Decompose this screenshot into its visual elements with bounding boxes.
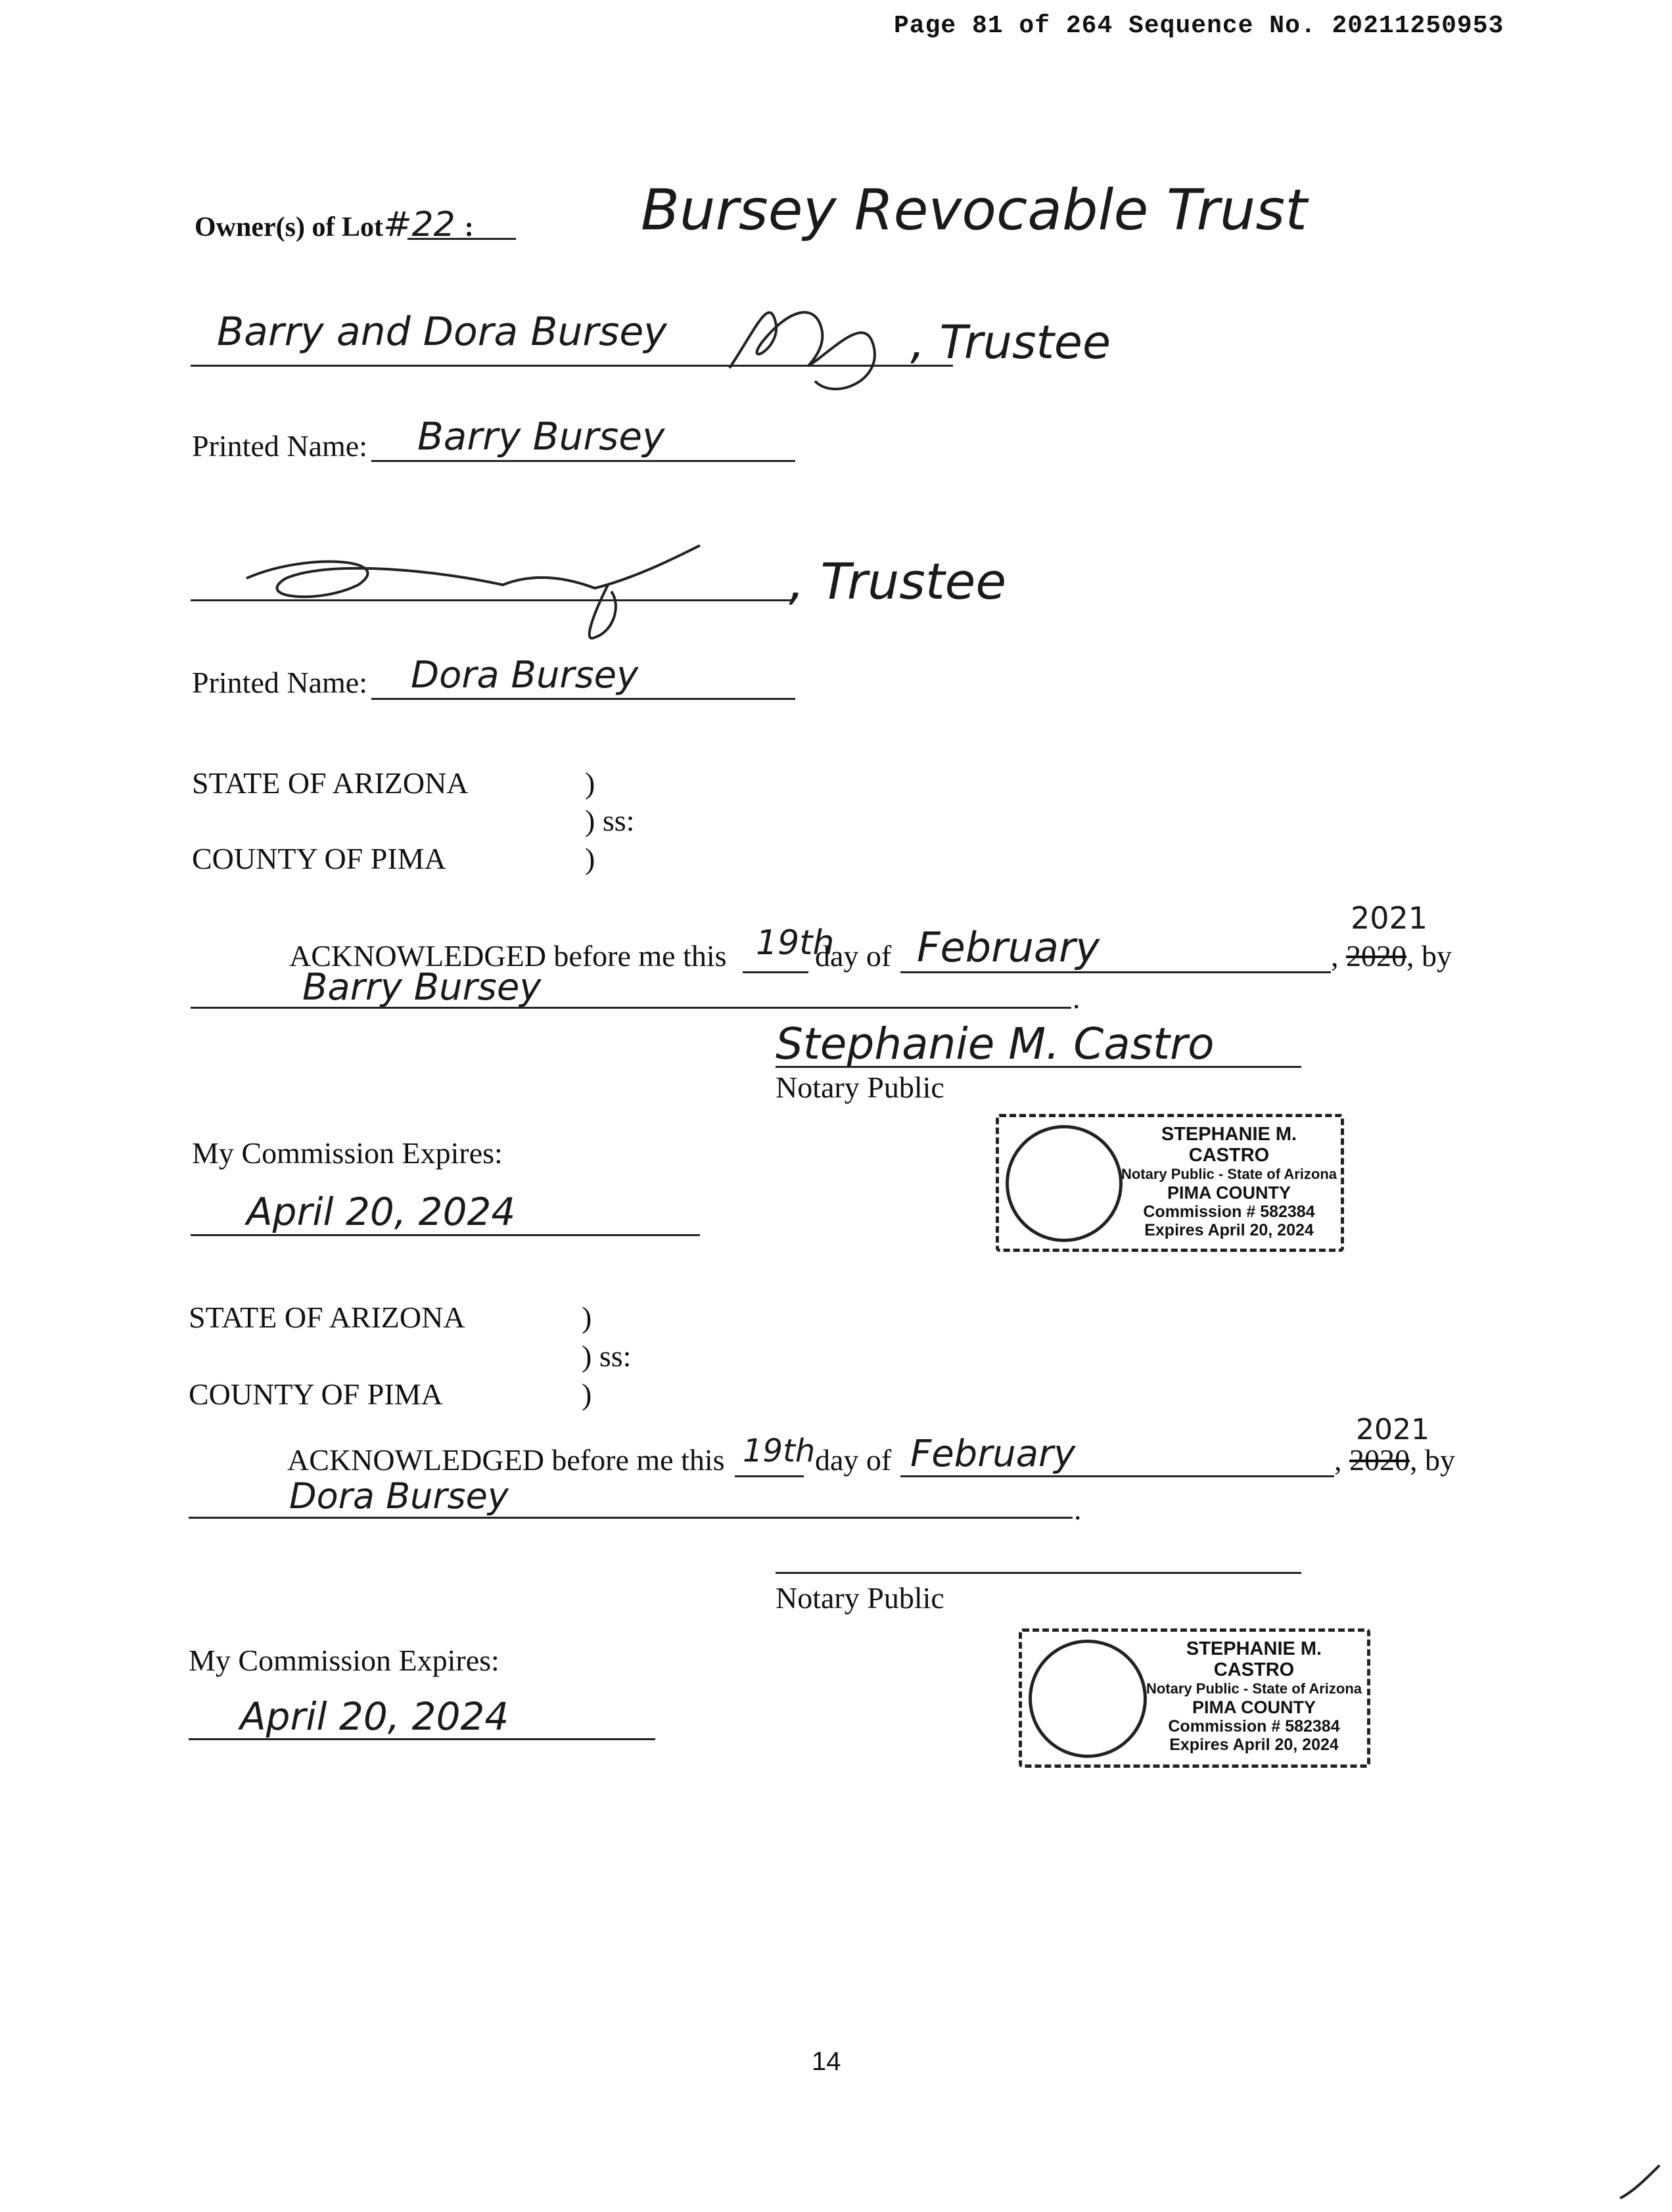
ack2-state: STATE OF ARIZONA	[189, 1301, 465, 1334]
ack1-notary-signature: Stephanie M. Castro	[776, 1019, 1215, 1069]
ack2-name: Dora Bursey	[289, 1475, 509, 1517]
ack1-name: Barry Bursey	[302, 966, 542, 1009]
lot-number-underline	[407, 238, 516, 240]
ack2-commission-label: My Commission Expires:	[189, 1644, 499, 1677]
ack2-notary-line	[776, 1572, 1301, 1574]
ack2-period: .	[1074, 1492, 1082, 1526]
ack1-ss: ) ss:	[585, 804, 635, 837]
barry-signature	[716, 289, 914, 401]
ack2-month: February	[910, 1433, 1076, 1475]
printed-name-label-1: Printed Name:	[192, 429, 367, 463]
ack1-name-line	[191, 1007, 1071, 1009]
ack1-paren-3: )	[585, 842, 595, 875]
ack2-day: 19th	[743, 1433, 816, 1469]
stamp1-name: STEPHANIE M. CASTRO	[1161, 1124, 1297, 1166]
ack1-notary-line	[776, 1066, 1301, 1068]
page-number: 14	[812, 2047, 841, 2076]
stamp1-line3: PIMA COUNTY	[1167, 1182, 1291, 1203]
ack2-commission-date: April 20, 2024	[240, 1694, 509, 1739]
ack1-by: , by	[1406, 939, 1452, 973]
ack2-day-of: day of	[815, 1443, 892, 1477]
ack1-paren-1: )	[585, 766, 595, 800]
signature-line-2	[191, 599, 792, 601]
ack2-name-line	[189, 1517, 1073, 1519]
printed-name-line-1	[371, 460, 795, 462]
ack1-year-new: 2021	[1351, 900, 1428, 936]
ack1-month: February	[917, 923, 1100, 971]
printed-name-2: Dora Bursey	[411, 654, 639, 697]
ack1-day: 19th	[756, 923, 835, 963]
stamp1-line2: Notary Public - State of Arizona	[1121, 1165, 1337, 1182]
ack2-day-line	[735, 1475, 804, 1477]
ack2-paren-3: )	[582, 1377, 592, 1411]
ack2-by: , by	[1410, 1443, 1455, 1477]
stamp1-line4: Commission # 582384	[1143, 1202, 1315, 1221]
notary-stamp-1	[996, 1114, 1344, 1252]
ack2-month-line	[900, 1475, 1334, 1477]
printed-name-label-2: Printed Name:	[192, 666, 367, 699]
ack1-day-of: day of	[815, 939, 892, 973]
ack1-county: COUNTY OF PIMA	[192, 842, 446, 875]
ack2-ss: ) ss:	[582, 1339, 632, 1373]
ack2-year-line: , 2020, by	[1334, 1443, 1455, 1477]
ack1-before: ACKNOWLEDGED before me this	[289, 939, 727, 973]
ack2-commission-line	[189, 1738, 655, 1740]
ack1-year-old: 2020	[1346, 939, 1406, 973]
trustee-role-1: , Trustee	[910, 315, 1111, 369]
ack2-year-new: 2021	[1356, 1413, 1429, 1446]
owner-colon: :	[464, 212, 474, 242]
page-header: Page 81 of 264 Sequence No. 20211250953	[894, 12, 1504, 40]
signatory-line-text: Barry and Dora Bursey	[217, 309, 667, 355]
stamp2-line4: Commission # 582384	[1168, 1717, 1340, 1736]
trust-name: Bursey Revocable Trust	[641, 177, 1307, 243]
state-seal-icon-2	[1029, 1640, 1147, 1758]
ack1-day-line	[743, 971, 808, 973]
printed-name-1: Barry Bursey	[417, 414, 665, 459]
trustee-role-2: , Trustee	[789, 552, 1007, 611]
ack1-commission-line	[191, 1234, 700, 1236]
ack1-period: .	[1073, 981, 1080, 1015]
ack1-year-line: , 2020, by	[1331, 939, 1452, 973]
lot-number: #22	[383, 205, 455, 244]
ack1-month-line	[900, 971, 1331, 973]
signature-line-1	[191, 365, 953, 367]
ack1-state: STATE OF ARIZONA	[192, 766, 469, 800]
dora-signature	[227, 532, 739, 651]
stamp2-line2: Notary Public - State of Arizona	[1146, 1680, 1362, 1697]
stamp1-line5: Expires April 20, 2024	[1144, 1220, 1314, 1239]
state-seal-icon-1	[1006, 1125, 1123, 1242]
ack2-county: COUNTY OF PIMA	[189, 1377, 443, 1411]
ack1-commission-date: April 20, 2024	[246, 1189, 516, 1234]
stamp2-line3: PIMA COUNTY	[1192, 1697, 1316, 1717]
ack2-year-old: 2020	[1349, 1443, 1410, 1477]
owner-label-text: Owner(s) of Lot	[195, 212, 383, 242]
ack2-before: ACKNOWLEDGED before me this	[287, 1443, 725, 1477]
notary-stamp-2	[1019, 1628, 1370, 1768]
stamp2-name: STEPHANIE M. CASTRO	[1186, 1638, 1322, 1681]
ack1-commission-label: My Commission Expires:	[192, 1136, 503, 1170]
ack2-paren-1: )	[582, 1301, 592, 1334]
ack2-notary-label: Notary Public	[776, 1581, 944, 1615]
ack1-notary-label: Notary Public	[776, 1071, 944, 1104]
stamp2-line5: Expires April 20, 2024	[1169, 1735, 1339, 1754]
initial-mark	[1617, 2162, 1663, 2201]
printed-name-line-2	[371, 698, 795, 700]
